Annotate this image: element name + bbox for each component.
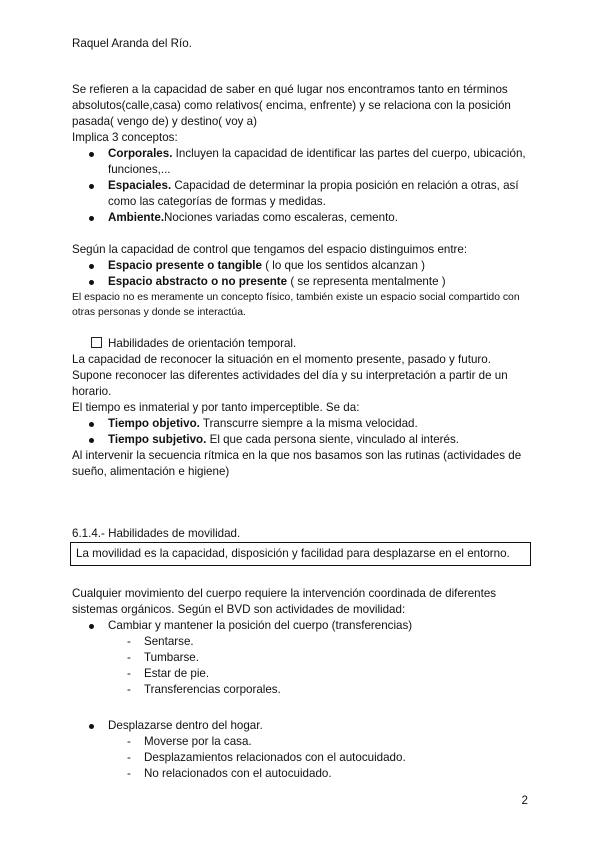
list-item: - Transferencias corporales.	[127, 683, 281, 696]
list-item: - Sentarse.	[127, 635, 194, 648]
dash-icon: -	[127, 735, 131, 748]
mobility-intro: Cualquier movimiento del cuerpo requiere la intervención coordinada de diferentes sistemas orgánicos. Según el BVD son actividades de movilidad:	[72, 587, 497, 616]
list-item: Espaciales. Capacidad de determinar la propia posición en relación a otras, así como las categorías de formas y medidas.	[72, 178, 532, 210]
bullet-icon	[89, 216, 94, 221]
temporal-heading: Habilidades de orientación temporal.	[72, 336, 532, 352]
dash-icon: -	[127, 635, 131, 648]
list-item: - Desplazamientos relacionados con el autocuidado.	[127, 751, 406, 764]
mobility-heading: 6.1.4.- Habilidades de movilidad.	[72, 527, 241, 540]
author-line: Raquel Aranda del Río.	[72, 37, 192, 50]
dash-icon: -	[127, 767, 131, 780]
list-item: - Estar de pie.	[127, 667, 210, 680]
bullet-icon	[89, 438, 94, 443]
mobility-definition-box	[70, 542, 531, 566]
list-item: Espacio presente o tangible ( lo que los sentidos alcanzan )	[72, 258, 532, 274]
list-item: Ambiente.Nociones variadas como escaleras, cemento.	[72, 210, 532, 226]
bullet-icon	[89, 264, 94, 269]
concept-list	[72, 146, 532, 226]
spatial-intro: Se refieren a la capacidad de saber en qué lugar nos encontramos tanto en términos absolutos(calle,casa) como relativos( encima, enfrente) y se relaciona con la posición pasada( vengo de) y destino( voy a)	[72, 83, 511, 128]
time-type-list	[72, 416, 532, 448]
list-item: Cambiar y mantener la posición del cuerpo (transferencias)	[72, 618, 532, 634]
bullet-icon	[89, 184, 94, 189]
mobility-group-1	[72, 618, 532, 634]
mobility-group-1-items	[72, 634, 532, 698]
control-intro: Según la capacidad de control que tengamos del espacio distinguimos entre:	[72, 243, 468, 256]
mobility-group-2-items	[72, 734, 532, 782]
page-number: 2	[521, 794, 528, 807]
temporal-p4: Al intervenir la secuencia rítmica en la que nos basamos son las rutinas (actividades de sueño, alimentación e higiene)	[72, 449, 522, 478]
dash-icon: -	[127, 751, 131, 764]
list-item: Tiempo objetivo. Transcurre siempre a la misma velocidad.	[72, 416, 532, 432]
temporal-p2: Supone reconocer las diferentes actividades del día y su interpretación a partir de un horario.	[72, 369, 508, 398]
list-item: - Tumbarse.	[127, 651, 199, 664]
space-type-list	[72, 258, 532, 290]
dash-icon: -	[127, 651, 131, 664]
bullet-icon	[89, 422, 94, 427]
bullet-icon	[89, 624, 94, 629]
list-item: - No relacionados con el autocuidado.	[127, 767, 332, 780]
temporal-p1: La capacidad de reconocer la situación en el momento presente, pasado y futuro.	[72, 353, 491, 366]
mobility-group-2	[72, 718, 532, 734]
list-item: Espacio abstracto o no presente ( se representa mentalmente )	[72, 274, 532, 290]
list-item: - Moverse por la casa.	[127, 735, 252, 748]
mobility-definition: La movilidad es la capacidad, disposición y facilidad para desplazarse en el entorno.	[76, 547, 510, 560]
bullet-icon	[89, 724, 94, 729]
concepts-intro: Implica 3 conceptos:	[72, 131, 178, 144]
dash-icon: -	[127, 667, 131, 680]
list-item: Corporales. Incluyen la capacidad de identificar las partes del cuerpo, ubicación, funciones,...	[72, 146, 532, 178]
bullet-icon	[89, 152, 94, 157]
document-page	[72, 36, 532, 782]
bullet-icon	[89, 280, 94, 285]
temporal-p3: El tiempo es inmaterial y por tanto imperceptible. Se da:	[72, 401, 360, 414]
social-space-note: El espacio no es meramente un concepto físico, también existe un espacio social compartido con otras personas y donde se interactúa.	[72, 292, 520, 318]
list-item: Tiempo subjetivo. El que cada persona siente, vinculado al interés.	[72, 432, 532, 448]
list-item: Desplazarse dentro del hogar.	[72, 718, 532, 734]
dash-icon: -	[127, 683, 131, 696]
checkbox-icon	[91, 337, 102, 348]
